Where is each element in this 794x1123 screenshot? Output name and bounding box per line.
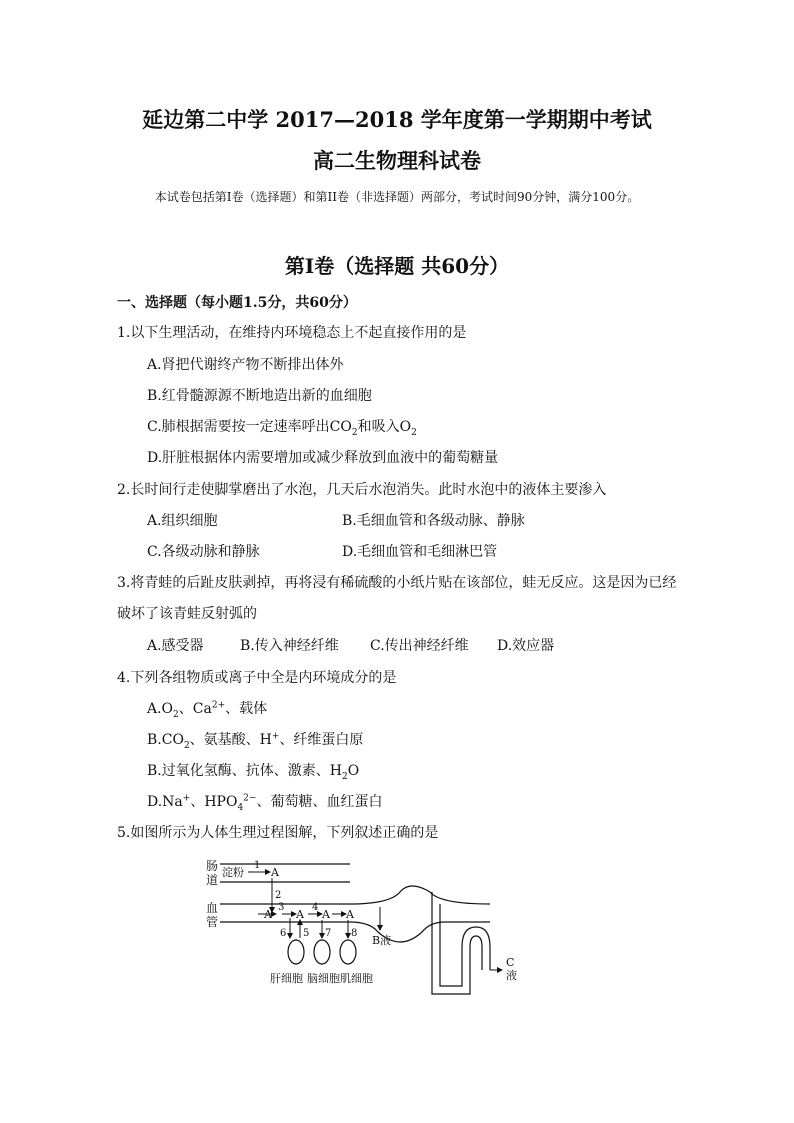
tube-left [432,892,470,994]
q4-c-t2: O [347,763,360,779]
q4-option-c [147,760,359,782]
label-n4: 4 [312,902,319,913]
label-n1: 1 [254,860,261,871]
label-A2: A [264,908,272,921]
q1-c-sub2: 2 [411,427,417,438]
label-intestine-2: 道 [206,873,219,887]
q4-a-t2: 、Ca [178,701,212,717]
q3-stem-line2: 破坏了该青蛙反射弧的 [117,606,257,622]
exam-note: 本试卷包括第I卷（选择题）和第II卷（非选择题）两部分，考试时间90分钟，满分100分。 [154,190,640,204]
q4-d-t3: 、葡萄糖、血红蛋白 [256,794,383,810]
q4-a-sub: 2 [173,709,179,720]
label-blood-1: 血 [206,901,219,915]
vessel-top-line [220,886,490,904]
q4-d-t1: D.Na [147,794,183,810]
label-starch: 淀粉 [222,866,244,879]
q3-option-d: D.效应器 [497,638,555,654]
section-heading: 一、选择题（每小题1.5分，共60分） [117,295,357,311]
label-c-top: C [506,956,515,969]
q4-b-t1: B.CO [147,732,184,748]
q3-stem-line1: 3.将青蛙的后趾皮肤剥掉，再将浸有稀硫酸的小纸片贴在该部位，蛙无反应。这是因为已经 [117,575,677,591]
q4-c-t1: B.过氧化氢酶、抗体、激素、H [147,763,342,779]
physiology-diagram [200,852,540,1002]
label-A4: A [322,908,330,921]
q3-option-b: B.传入神经纤维 [240,638,339,654]
q1-option-b: B.红骨髓源源不断地造出新的血细胞 [147,388,372,404]
q2-option-a: A.组织细胞 [147,513,218,529]
label-A1: A [271,866,279,879]
exam-title: 延边第二中学 2017—2018 学年度第一学期期中考试 [142,107,652,132]
q1-c-sub1: 2 [351,427,358,438]
loop-top [462,927,490,970]
q4-a-t3: 、载体 [225,701,268,717]
label-n2: 2 [275,890,282,901]
label-n8: 8 [351,928,358,939]
label-c-bottom: 液 [506,969,517,982]
label-A5: A [346,908,354,921]
q1-option-c [147,416,417,438]
label-n6: 6 [280,928,287,939]
loop-inner [470,936,482,970]
label-brain-cell: 脑细胞 [307,972,340,985]
tube-inner [440,904,462,986]
q4-d-sup1: + [182,793,191,804]
q2-option-d: D.毛细血管和毛细淋巴管 [342,544,498,560]
label-b-liquid: B液 [372,934,392,947]
q2-option-c: C.各级动脉和静脉 [147,544,260,560]
label-n7: 7 [325,928,332,939]
q1-option-a: A.肾把代谢终产物不断排出体外 [147,357,344,373]
label-muscle-cell: 肌细胞 [340,972,373,985]
q4-d-t2: 、HPO [190,794,238,810]
q4-c-sub: 2 [341,771,348,782]
q1-c-text1: C.肺根据需要按一定速率呼出CO [147,419,352,435]
q4-a-t1: A.O [147,701,174,717]
q1-stem: 1.以下生理活动，在维持内环境稳态上不起直接作用的是 [117,325,467,341]
label-n5: 5 [303,928,310,939]
q5-stem: 5.如图所示为人体生理过程图解，下列叙述正确的是 [117,825,439,841]
part1-title: 第Ⅰ卷（选择题 共60分） [284,254,510,278]
q1-option-d: D.肝脏根据体内需要增加或减少释放到血液中的葡萄糖量 [147,450,499,466]
q3-option-c: C.传出神经纤维 [370,638,469,654]
q4-option-b [147,729,363,751]
q4-option-a [147,698,267,720]
label-n3: 3 [278,902,285,913]
q1-c-text2: 和吸入O [357,419,412,435]
muscle-cell-shape [340,940,356,964]
label-intestine-1: 肠 [206,859,219,873]
q4-d-sub: 4 [237,802,244,813]
q4-b-t2: 、氨基酸、H [189,732,272,748]
q4-d-sup2: 2− [243,793,257,804]
liver-cell-shape [288,940,304,964]
q4-a-sup: 2+ [211,700,226,711]
q4-b-sup: + [271,731,280,742]
q4-b-t3: 、纤维蛋白原 [279,732,364,748]
label-blood-2: 管 [206,915,219,929]
q3-option-a: A.感受器 [147,638,204,654]
q4-stem: 4.下列各组物质或离子中全是内环境成分的是 [117,670,397,686]
q4-b-sub: 2 [183,740,190,751]
q2-stem: 2.长时间行走使脚掌磨出了水泡，几天后水泡消失。此时水泡中的液体主要渗入 [117,482,607,498]
q2-option-b: B.毛细血管和各级动脉、静脉 [342,513,525,529]
q4-option-d [147,791,382,813]
label-A3: A [296,908,304,921]
brain-cell-shape [314,940,330,964]
label-liver-cell: 肝细胞 [270,972,303,985]
exam-subtitle: 高二生物理科试卷 [313,148,481,173]
